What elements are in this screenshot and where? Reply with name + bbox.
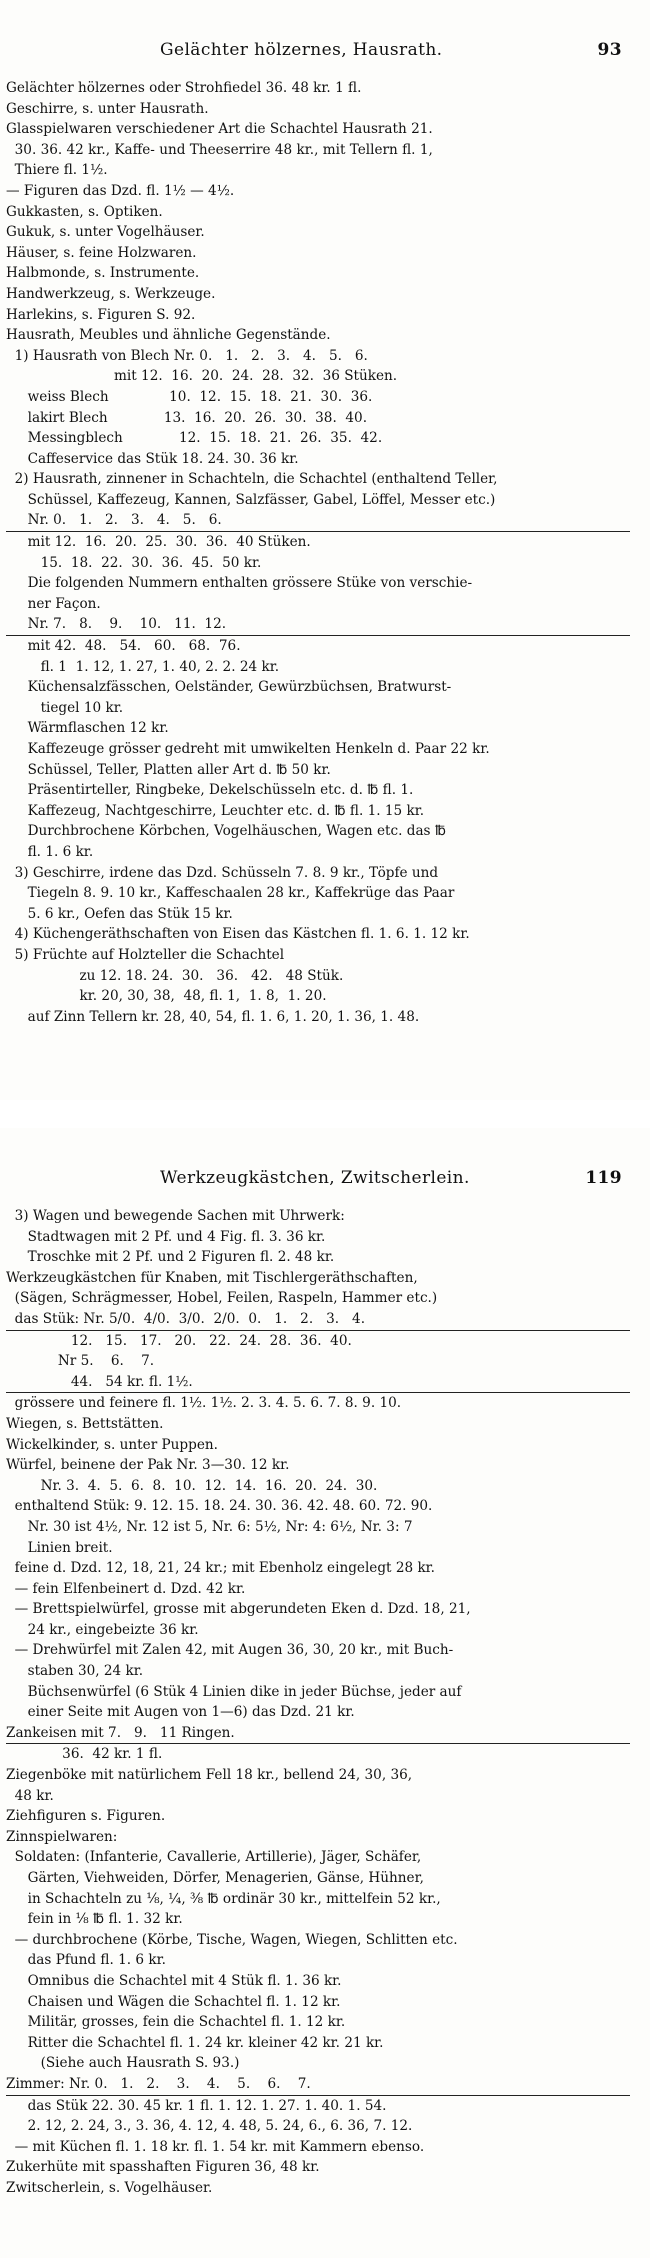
text-line: — Drehwürfel mit Zalen 42, mit Augen 36, 30, 20 kr., mit Buch- bbox=[6, 1642, 454, 1659]
text-line: 1) Hausrath von Blech Nr. 0. 1. 2. 3. 4. 5. 6. bbox=[6, 347, 368, 364]
text-line: auf Zinn Tellern kr. 28, 40, 54, fl. 1. 6, 1. 20, 1. 36, 1. 48. bbox=[6, 1008, 420, 1025]
text-line: Stadtwagen mit 2 Pf. und 4 Fig. fl. 3. 36 kr. bbox=[6, 1228, 326, 1245]
text-line: staben 30, 24 kr. bbox=[6, 1663, 144, 1680]
text-line: Geschirre, s. unter Hausrath. bbox=[6, 100, 209, 117]
text-line: — fein Elfenbeinert d. Dzd. 42 kr. bbox=[6, 1580, 246, 1597]
text-line: Omnibus die Schachtel mit 4 Stük fl. 1. 36 kr. bbox=[6, 1972, 342, 1989]
text-line: Thiere fl. 1½. bbox=[6, 162, 108, 179]
text-line: 5) Früchte auf Holzteller die Schachtel bbox=[6, 946, 285, 963]
text-line: — Figuren das Dzd. fl. 1½ — 4½. bbox=[6, 182, 235, 199]
running-header bbox=[0, 40, 650, 60]
text-line: Werkzeugkästchen für Knaben, mit Tischlergeräthschaften, bbox=[6, 1269, 418, 1286]
text-line: Wiegen, s. Bettstätten. bbox=[6, 1415, 164, 1432]
text-line: Zimmer: Nr. 0. 1. 2. 3. 4. 5. 6. 7. bbox=[6, 2074, 630, 2096]
page-text bbox=[6, 1206, 630, 2199]
text-line: 4) Küchengeräthschaften von Eisen das Kästchen fl. 1. 6. 1. 12 kr. bbox=[6, 926, 470, 943]
text-line: Die folgenden Nummern enthalten grössere Stüke von verschie- bbox=[6, 575, 473, 592]
text-line: Militär, grosses, fein die Schachtel fl. 1. 12 kr. bbox=[6, 2014, 346, 2031]
text-line: enthaltend Stük: 9. 12. 15. 18. 24. 30. 36. 42. 48. 60. 72. 90. bbox=[6, 1498, 433, 1515]
page-text bbox=[6, 78, 630, 1027]
text-line: 24 kr., eingebeizte 36 kr. bbox=[6, 1621, 199, 1638]
text-line: 48 kr. bbox=[6, 1787, 54, 1804]
text-line: (Siehe auch Hausrath S. 93.) bbox=[6, 2055, 240, 2072]
text-line: das Stük 22. 30. 45 kr. 1 fl. 1. 12. 1. 27. 1. 40. 1. 54. bbox=[6, 2097, 387, 2114]
text-line: Nr. 3. 4. 5. 6. 8. 10. 12. 14. 16. 20. 24. 30. bbox=[6, 1477, 378, 1494]
text-line: Gelächter hölzernes oder Strohfiedel 36. 48 kr. 1 fl. bbox=[6, 80, 362, 96]
header-title: Werkzeugkästchen, Zwitscherlein. bbox=[160, 1168, 470, 1188]
text-line: Kaffezeuge grösser gedreht mit umwikelten Henkeln d. Paar 22 kr. bbox=[6, 741, 490, 757]
text-line: Harlekins, s. Figuren S. 92. bbox=[6, 306, 196, 323]
text-line: 3) Geschirre, irdene das Dzd. Schüsseln 7. 8. 9 kr., Töpfe und bbox=[6, 864, 439, 881]
page-number: 93 bbox=[597, 40, 622, 60]
text-line: Gukkasten, s. Optiken. bbox=[6, 203, 163, 220]
text-line: zu 12. 18. 24. 30. 36. 42. 48 Stük. bbox=[6, 967, 344, 984]
running-header bbox=[0, 1168, 650, 1188]
text-line: 44. 54 kr. fl. 1½. bbox=[6, 1372, 630, 1394]
text-line: Ritter die Schachtel fl. 1. 24 kr. kleiner 42 kr. 21 kr. bbox=[6, 2034, 384, 2051]
page-119 bbox=[0, 1128, 650, 2258]
text-line: in Schachteln zu ⅛, ¼, ⅜ ℔ ordinär 30 kr., mittelfein 52 kr., bbox=[6, 1890, 441, 1907]
text-line: Wickelkinder, s. unter Puppen. bbox=[6, 1436, 218, 1453]
text-line: lakirt Blech 13. 16. 20. 26. 30. 38. 40. bbox=[6, 409, 368, 426]
page-93 bbox=[0, 0, 650, 1100]
text-line: (Sägen, Schrägmesser, Hobel, Feilen, Raspeln, Hammer etc.) bbox=[6, 1290, 438, 1307]
text-line: Nr. 0. 1. 2. 3. 4. 5. 6. bbox=[6, 510, 630, 532]
text-line: Präsentirteller, Ringbeke, Dekelschüsseln etc. d. ℔ fl. 1. bbox=[6, 782, 414, 799]
text-line: das Pfund fl. 1. 6 kr. bbox=[6, 1952, 166, 1969]
text-line: Tiegeln 8. 9. 10 kr., Kaffeschaalen 28 kr., Kaffekrüge das Paar bbox=[6, 885, 455, 902]
text-line: fl. 1. 6 kr. bbox=[6, 843, 94, 860]
text-line: mit 12. 16. 20. 24. 28. 32. 36 Stüken. bbox=[6, 368, 398, 385]
text-line: kr. 20, 30, 38, 48, fl. 1, 1. 8, 1. 20. bbox=[6, 988, 327, 1005]
text-line: Caffeservice das Stük 18. 24. 30. 36 kr. bbox=[6, 450, 299, 467]
text-line: Küchensalzfässchen, Oelständer, Gewürzbüchsen, Bratwurst- bbox=[6, 679, 452, 696]
text-line: Zukerhüte mit spasshaften Figuren 36, 48 kr. bbox=[6, 2159, 320, 2176]
text-line: Schüssel, Teller, Platten aller Art d. ℔ 50 kr. bbox=[6, 761, 331, 778]
text-line: 30. 36. 42 kr., Kaffe- und Theeserrire 48 kr., mit Tellern fl. 1, bbox=[6, 141, 433, 158]
text-line: fl. 1 1. 12, 1. 27, 1. 40, 2. 2. 24 kr. bbox=[6, 658, 280, 675]
text-line: — durchbrochene (Körbe, Tische, Wagen, Wiegen, Schlitten etc. bbox=[6, 1931, 458, 1948]
text-line: Halbmonde, s. Instrumente. bbox=[6, 265, 200, 282]
page-number: 119 bbox=[585, 1168, 622, 1188]
text-line: 5. 6 kr., Oefen das Stük 15 kr. bbox=[6, 905, 233, 922]
text-line: Nr. 7. 8. 9. 10. 11. 12. bbox=[6, 614, 630, 636]
text-line: mit 12. 16. 20. 25. 30. 36. 40 Stüken. bbox=[6, 534, 311, 551]
text-line: Zinnspielwaren: bbox=[6, 1828, 118, 1845]
text-line: Troschke mit 2 Pf. und 2 Figuren fl. 2. 48 kr. bbox=[6, 1249, 335, 1266]
text-line: — Brettspielwürfel, grosse mit abgerundeten Eken d. Dzd. 18, 21, bbox=[6, 1601, 471, 1618]
text-line: 2) Hausrath, zinnener in Schachteln, die Schachtel (enthaltend Teller, bbox=[6, 471, 498, 488]
text-line: 3) Wagen und bewegende Sachen mit Uhrwerk: bbox=[6, 1208, 345, 1224]
text-line: Glasspielwaren verschiedener Art die Schachtel Hausrath 21. bbox=[6, 121, 433, 138]
text-line: Würfel, beinene der Pak Nr. 3—30. 12 kr. bbox=[6, 1457, 290, 1474]
text-line: mit 42. 48. 54. 60. 68. 76. bbox=[6, 638, 241, 655]
text-line: Nr 5. 6. 7. bbox=[6, 1353, 155, 1370]
text-line: Hausrath, Meubles und ähnliche Gegenstände. bbox=[6, 327, 331, 344]
text-line: Linien breit. bbox=[6, 1539, 113, 1556]
text-line: Ziegenböke mit natürlichem Fell 18 kr., bellend 24, 30, 36, bbox=[6, 1767, 413, 1784]
text-line: Gärten, Viehweiden, Dörfer, Menagerien, Gänse, Hühner, bbox=[6, 1870, 424, 1886]
text-line: tiegel 10 kr. bbox=[6, 699, 124, 716]
text-line: feine d. Dzd. 12, 18, 21, 24 kr.; mit Ebenholz eingelegt 28 kr. bbox=[6, 1560, 436, 1577]
text-line: 12. 15. 17. 20. 22. 24. 28. 36. 40. bbox=[6, 1332, 352, 1349]
text-line: einer Seite mit Augen von 1—6) das Dzd. 21 kr. bbox=[6, 1704, 355, 1721]
text-line: 36. 42 kr. 1 fl. bbox=[6, 1746, 163, 1763]
text-line: Büchsenwürfel (6 Stük 4 Linien dike in jeder Büchse, jeder auf bbox=[6, 1683, 462, 1700]
text-line: Soldaten: (Infanterie, Cavallerie, Artillerie), Jäger, Schäfer, bbox=[6, 1849, 422, 1866]
text-line: ner Façon. bbox=[6, 595, 101, 612]
text-line: Kaffezeug, Nachtgeschirre, Leuchter etc. d. ℔ fl. 1. 15 kr. bbox=[6, 802, 425, 819]
text-line: Handwerkzeug, s. Werkzeuge. bbox=[6, 285, 216, 302]
text-line: Schüssel, Kaffezeug, Kannen, Salzfässer, Gabel, Löffel, Messer etc.) bbox=[6, 491, 496, 508]
header-title: Gelächter hölzernes, Hausrath. bbox=[160, 40, 443, 60]
text-line: Zwitscherlein, s. Vogelhäuser. bbox=[6, 2179, 213, 2196]
text-line: Messingblech 12. 15. 18. 21. 26. 35. 42. bbox=[6, 430, 383, 447]
text-line: — mit Küchen fl. 1. 18 kr. fl. 1. 54 kr. mit Kammern ebenso. bbox=[6, 2138, 425, 2155]
text-line: 15. 18. 22. 30. 36. 45. 50 kr. bbox=[6, 554, 262, 571]
text-line: fein in ⅛ ℔ fl. 1. 32 kr. bbox=[6, 1911, 183, 1928]
text-line: 2. 12, 2. 24, 3., 3. 36, 4. 12, 4. 48, 5. 24, 6., 6. 36, 7. 12. bbox=[6, 2118, 413, 2135]
text-line: Chaisen und Wägen die Schachtel fl. 1. 12 kr. bbox=[6, 1993, 341, 2010]
text-line: Wärmflaschen 12 kr. bbox=[6, 720, 169, 737]
text-line: weiss Blech 10. 12. 15. 18. 21. 30. 36. bbox=[6, 388, 373, 405]
text-line: das Stük: Nr. 5/0. 4/0. 3/0. 2/0. 0. 1. 2. 3. 4. bbox=[6, 1309, 630, 1331]
text-line: Zankeisen mit 7. 9. 11 Ringen. bbox=[6, 1723, 630, 1745]
text-line: Ziehfiguren s. Figuren. bbox=[6, 1808, 166, 1825]
text-line: Häuser, s. feine Holzwaren. bbox=[6, 244, 197, 261]
page-separator bbox=[0, 1100, 650, 1128]
text-line: Durchbrochene Körbchen, Vogelhäuschen, Wagen etc. das ℔ bbox=[6, 823, 446, 840]
text-line: Gukuk, s. unter Vogelhäuser. bbox=[6, 224, 205, 241]
text-line: Nr. 30 ist 4½, Nr. 12 ist 5, Nr. 6: 5½, Nr: 4: 6½, Nr. 3: 7 bbox=[6, 1518, 413, 1535]
text-line: grössere und feinere fl. 1½. 1½. 2. 3. 4. 5. 6. 7. 8. 9. 10. bbox=[6, 1395, 402, 1412]
